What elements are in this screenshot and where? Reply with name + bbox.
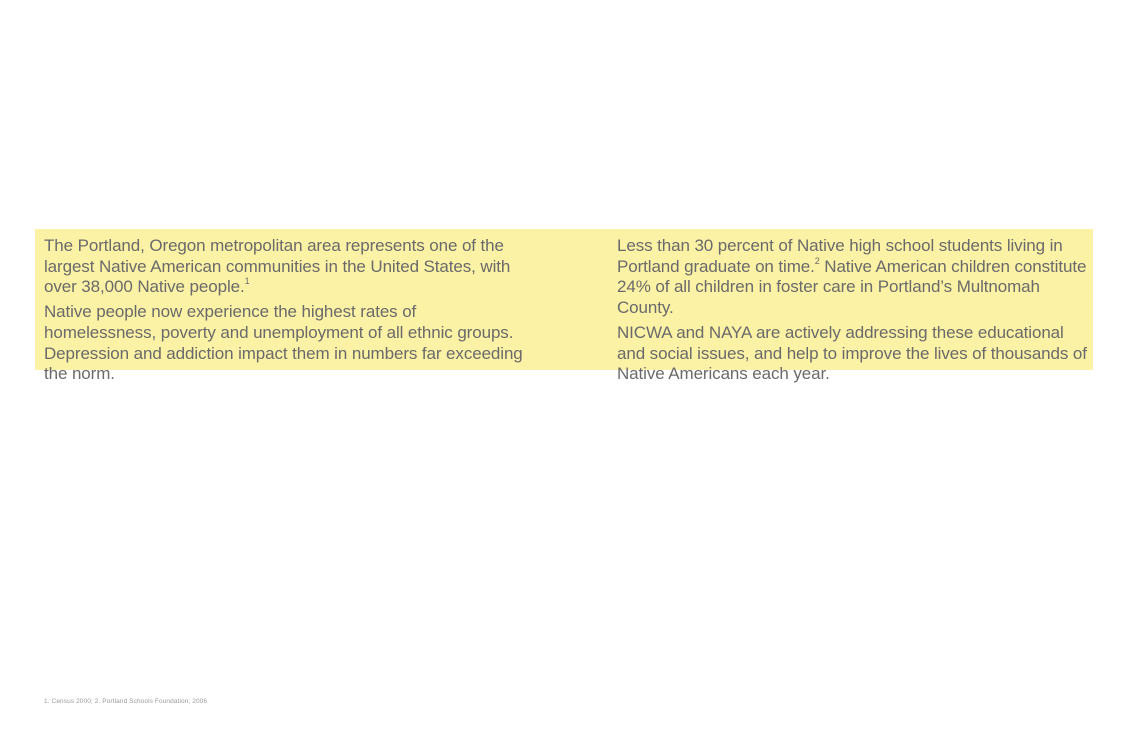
left-paragraph-1-text: The Portland, Oregon metropolitan area represents one of the largest Native American communities in the United States, with over 38,000 Native people.	[44, 236, 511, 297]
right-paragraph-1-text-b: Native American children constitute 24% of all children in foster care in Portland’s Multnomah County.	[617, 256, 1087, 318]
right-paragraph-1-text-a: Less than 30 percent of Native high school students living in Portland graduate on time.	[617, 236, 1063, 276]
right-paragraph-1	[617, 236, 1089, 319]
footnote-sources: 1. Census 2000; 2. Portland Schools Foundation; 2006	[44, 698, 208, 705]
right-paragraph-2: NICWA and NAYA are actively addressing these educational and social issues, and help to improve the lives of thousands of Native Americans each year.	[617, 322, 1087, 384]
left-paragraph-1	[44, 236, 524, 298]
footnote-marker-1: 1	[244, 276, 250, 287]
left-paragraph-2: Native people now experience the highest rates of homelessness, poverty and unemployment of all ethnic groups. Depression and addiction impact them in numbers far exceeding the norm.	[44, 302, 523, 384]
left-column	[44, 236, 524, 389]
footnote-marker-2: 2	[814, 255, 820, 266]
right-column	[617, 236, 1089, 389]
